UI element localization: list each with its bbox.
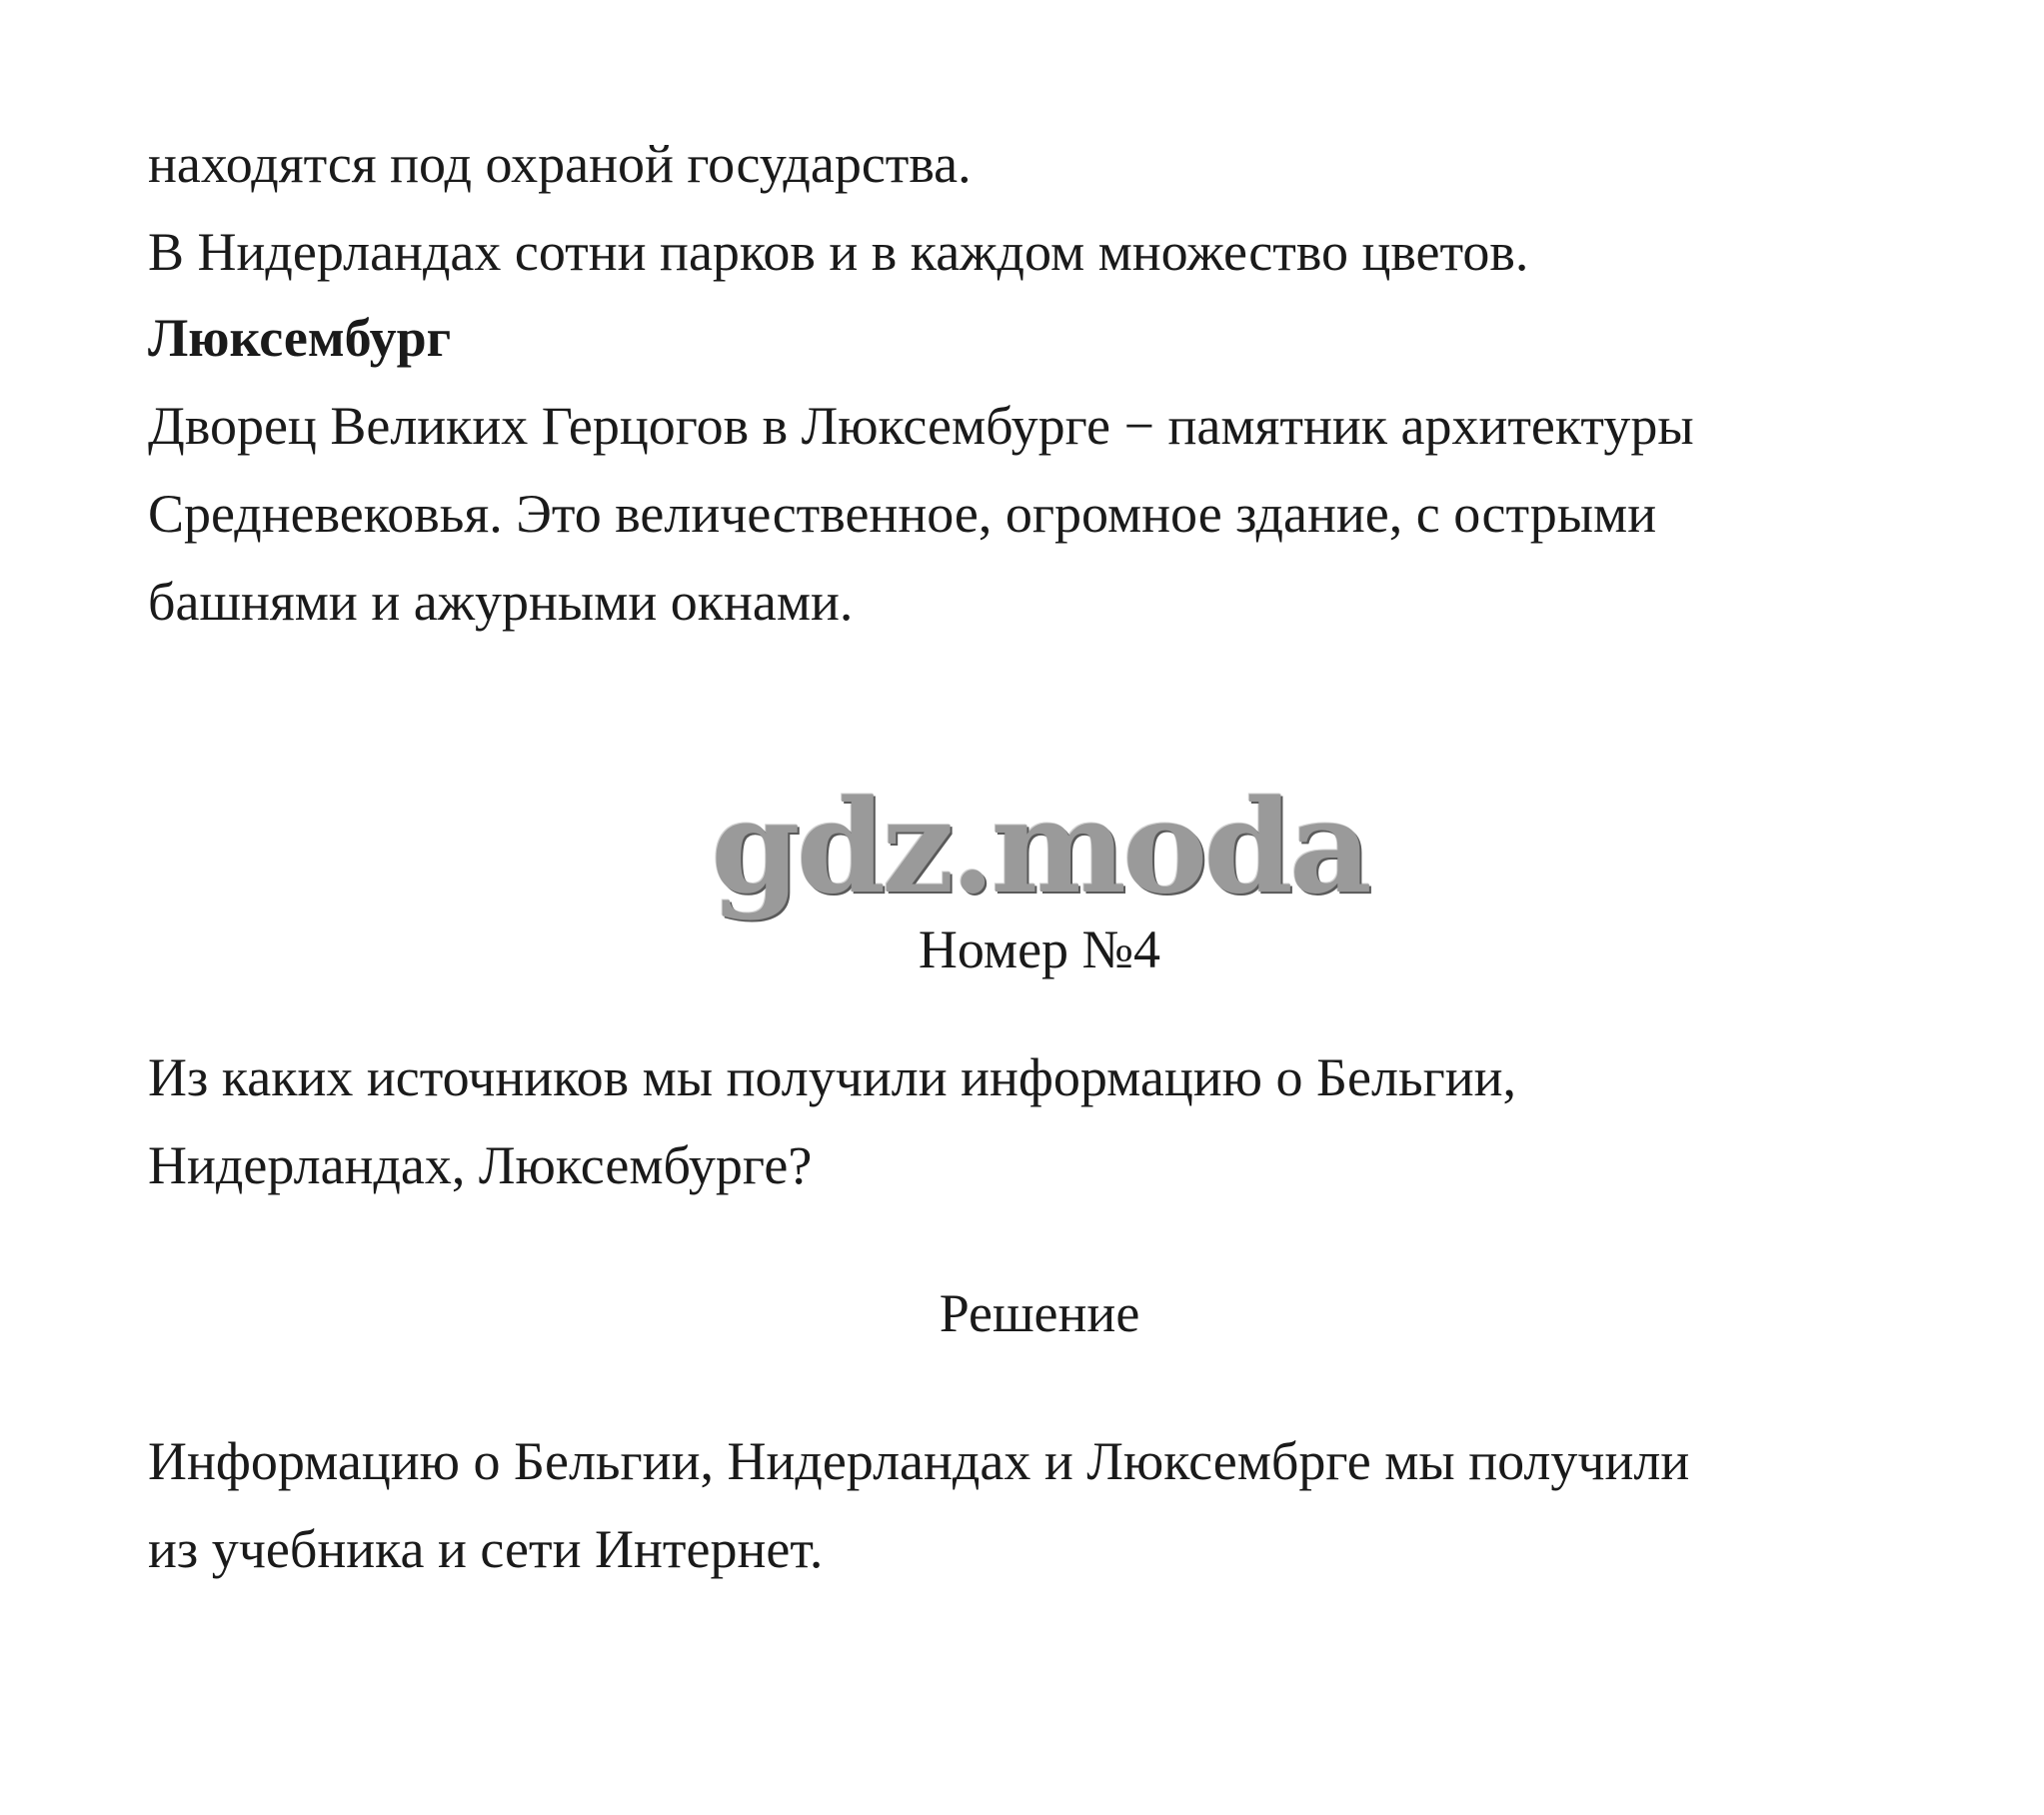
paragraph-line: Дворец Великих Герцогов в Люксембурге − памятник архитектуры [148, 396, 1694, 456]
question-line: Нидерландах, Люксембурге? [148, 1135, 813, 1195]
solution-heading: Решение [939, 1283, 1140, 1343]
paragraph-line: башнями и ажурными окнами. [148, 572, 854, 632]
section-heading: Люксембург [148, 308, 452, 368]
paragraph-line: В Нидерландах сотни парков и в каждом множество цветов. [148, 222, 1529, 282]
question-line: Из каких источников мы получили информацию о Бельгии, [148, 1047, 1517, 1107]
paragraph-line: Средневековья. Это величественное, огромное здание, с острыми [148, 484, 1657, 544]
answer-line: Информацию о Бельгии, Нидерландах и Люксембрге мы получили [148, 1431, 1690, 1491]
answer-line: из учебника и сети Интернет. [148, 1519, 824, 1579]
paragraph-line: находятся под охраной государства. [148, 134, 972, 194]
watermark-logo: gdz.moda [711, 773, 1368, 922]
task-title: Номер №4 [918, 919, 1161, 979]
